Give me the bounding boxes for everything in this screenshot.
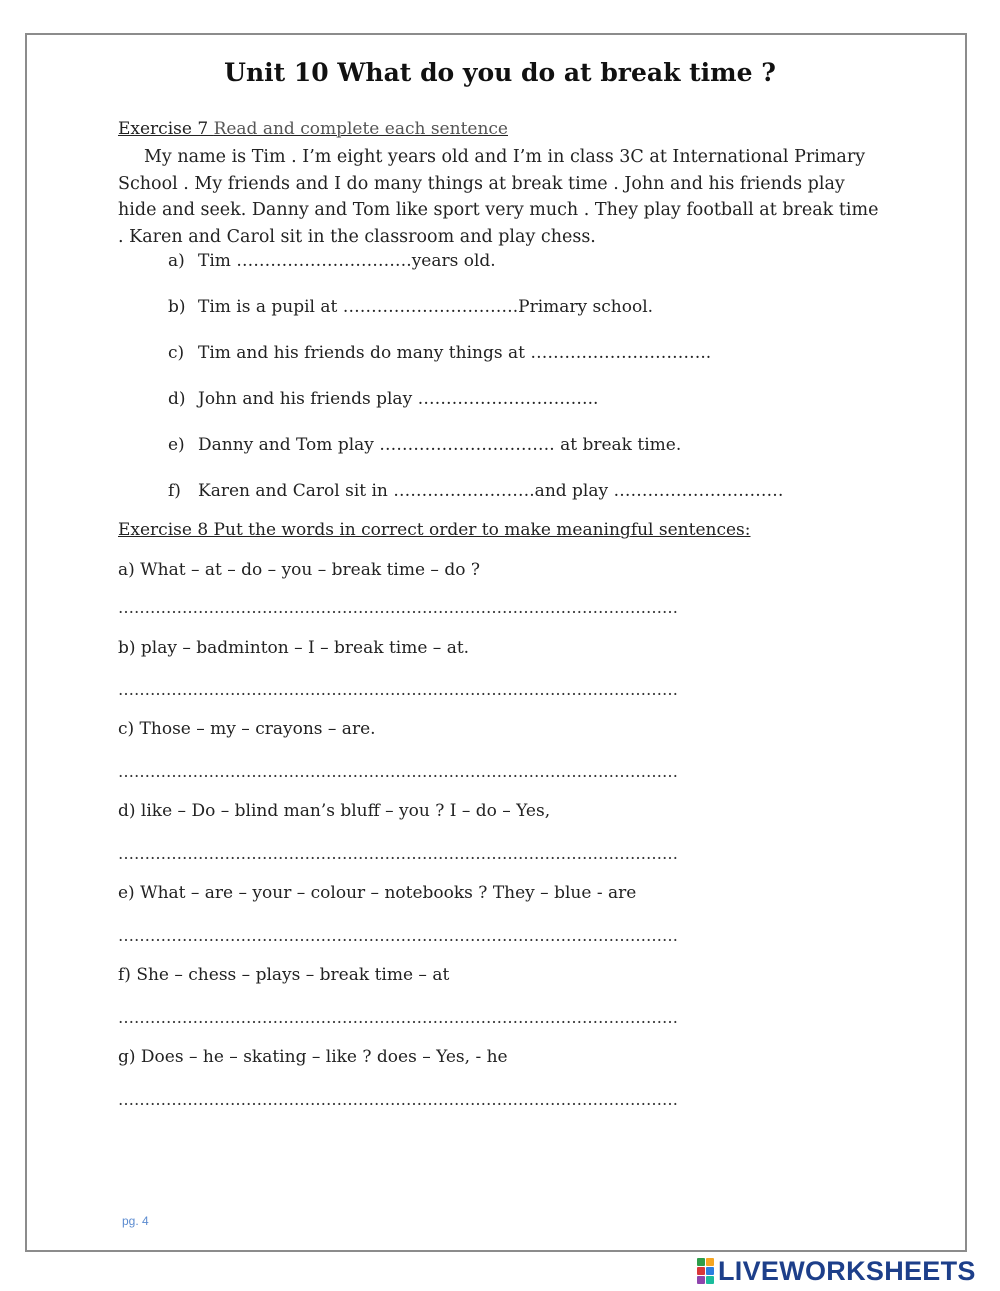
- exercise-7-label: Exercise 7: [118, 119, 214, 139]
- exercise-7-question-f[interactable]: f) Karen and Carol sit in …………………….and play …………………………: [168, 481, 784, 501]
- exercise-8-answer-line-a[interactable]: ……………………………………………………………………………………………: [118, 600, 678, 616]
- exercise-8-question-b: b) play – badminton – I – break time – at.: [118, 638, 470, 658]
- liveworksheets-logo-icon: [697, 1258, 714, 1284]
- exercise-8-question-d: d) like – Do – blind man’s bluff – you ? I – do – Yes,: [118, 801, 551, 821]
- exercise-8-answer-line-c[interactable]: ……………………………………………………………………………………………: [118, 764, 678, 780]
- exercise-8-answer-line-b[interactable]: ……………………………………………………………………………………………: [118, 682, 678, 698]
- exercise-7-question-e[interactable]: e) Danny and Tom play …………………………. at break time.: [168, 435, 682, 455]
- exercise-8-answer-line-g[interactable]: ……………………………………………………………………………………………: [118, 1092, 678, 1108]
- exercise-8-question-c: c) Those – my – crayons – are.: [118, 719, 376, 739]
- page-number: pg. 4: [122, 1214, 149, 1228]
- exercise-7-question-b[interactable]: b) Tim is a pupil at ………………………….Primary school.: [168, 297, 654, 317]
- exercise-8-heading: Exercise 8 Put the words in correct order to make meaningful sentences:: [118, 520, 751, 540]
- exercise-8-question-f: f) She – chess – plays – break time – at: [118, 965, 450, 985]
- exercise-7-question-c[interactable]: c) Tim and his friends do many things at …………………………..: [168, 343, 712, 363]
- liveworksheets-logo[interactable]: [697, 1256, 976, 1286]
- page-title: Unit 10 What do you do at break time ?: [224, 58, 776, 87]
- exercise-7-instruction: Read and complete each sentence: [213, 119, 508, 139]
- exercise-8-question-e: e) What – are – your – colour – notebooks ? They – blue - are: [118, 883, 637, 903]
- exercise-7-question-d[interactable]: d) John and his friends play …………………………..: [168, 389, 599, 409]
- exercise-8-answer-line-d[interactable]: ……………………………………………………………………………………………: [118, 846, 678, 862]
- reading-passage: [118, 144, 888, 250]
- exercise-7-heading: [118, 118, 508, 140]
- exercise-8-question-a: a) What – at – do – you – break time – do ?: [118, 560, 480, 580]
- exercise-8-answer-line-e[interactable]: ……………………………………………………………………………………………: [118, 928, 678, 944]
- reading-passage-text: My name is Tim . I’m eight years old and I’m in class 3C at International Primary School . My friends and I do many things at break time . John and his friends play hide and seek. Danny and Tom like sport very much . They play football at break time . Karen and Carol sit in the classroom and play chess.: [118, 147, 879, 247]
- liveworksheets-brand-text: LIVEWORKSHEETS: [718, 1255, 976, 1286]
- exercise-8-answer-line-f[interactable]: ……………………………………………………………………………………………: [118, 1010, 678, 1026]
- exercise-8-question-g: g) Does – he – skating – like ? does – Yes, - he: [118, 1047, 508, 1067]
- exercise-7-question-a[interactable]: a) Tim ………………………….years old.: [168, 251, 496, 271]
